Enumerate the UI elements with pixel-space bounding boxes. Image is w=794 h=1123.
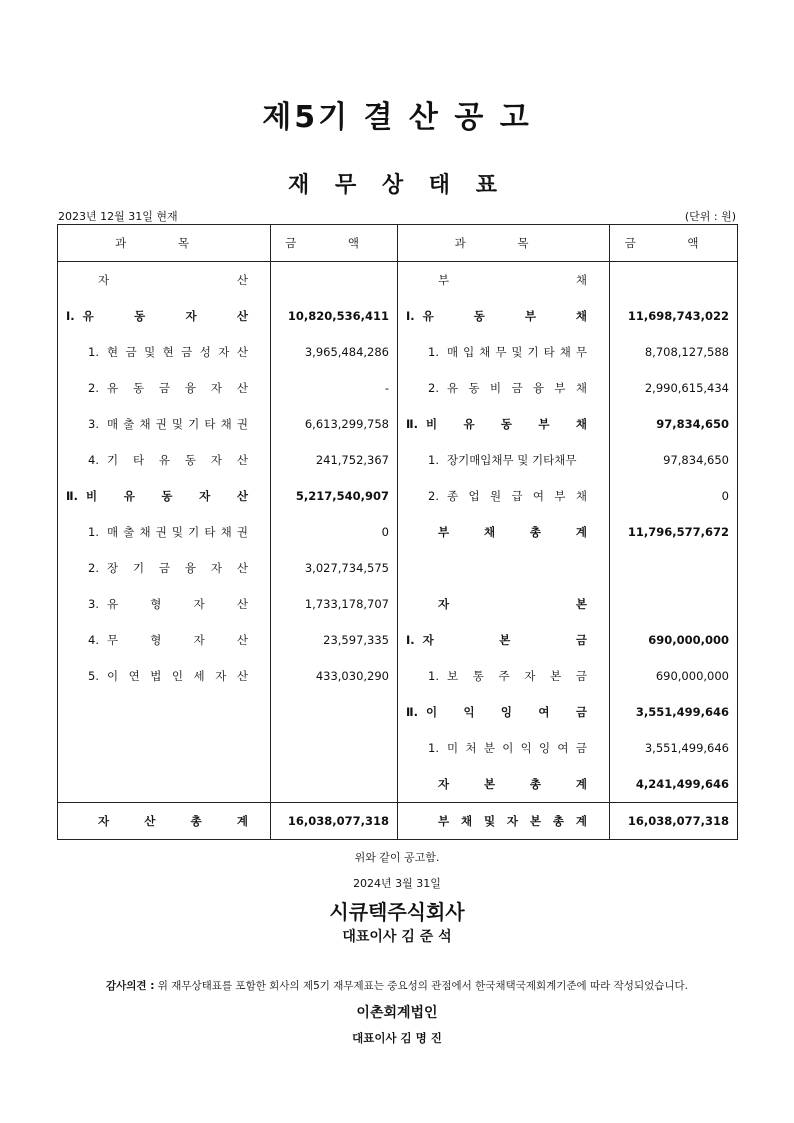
label-char: 자 [185,309,197,323]
label-char: 금 [158,381,171,395]
label-char: 금 [125,345,137,359]
label-char: 자 [422,633,434,647]
label-char: 비 [425,417,438,431]
label-char: 비 [85,489,98,503]
label-char: 형 [150,597,162,611]
label-char: 금 [181,345,193,359]
item-label [423,632,587,648]
amount-cell: 1,733,178,707 [271,586,398,622]
label-char: 무 [575,345,587,359]
item-label [438,596,587,612]
label-char: 주 [498,669,510,683]
item-label [426,704,587,720]
amount-cell: 6,613,299,758 [271,406,398,442]
label-char: 채 [460,814,473,828]
label-char: 계 [575,814,587,828]
auditor-name: 이촌회계법인 [356,1005,438,1021]
label-char: 자 [524,669,536,683]
statement-title: 재 무 상 태 표 [288,173,506,198]
item-label [438,776,587,792]
ceo-name: 대표이사 김 준 석 [342,929,452,945]
label-char: 및 [144,345,156,359]
table-row [58,334,738,370]
label-char: 채 [575,381,587,395]
amount-cell: 11,698,743,022 [610,298,738,334]
label-char: 형 [150,633,162,647]
header-cell: 금 액 [610,225,738,262]
label-char: 유 [446,381,459,395]
amount-cell [610,550,738,586]
item-label [107,596,248,612]
item-number: 1. [428,741,439,755]
item-label [438,813,587,829]
item-label [107,632,248,648]
table-row [58,406,738,442]
table-row [58,730,738,766]
label-char: 유 [422,309,434,323]
label-char: 타 [543,345,555,359]
table-row [58,766,738,803]
label-char: 처 [465,741,477,755]
item-number: 1. [88,345,99,359]
item-label [447,452,587,468]
label-char: 계 [236,814,248,828]
label-char: 타 [204,417,216,431]
label-char: 현 [106,345,119,359]
label-char: 부 [438,525,450,539]
label-char: 종 [446,489,459,503]
item-number: 1. [428,453,439,467]
label-char: 산 [144,814,156,828]
label-char: 산 [236,633,248,647]
report-date: 2023년 12월 31일 현재 [58,210,178,223]
label-char: 세 [193,669,205,683]
item-label [423,308,587,324]
table-row [58,694,738,730]
label-char: 본 [499,633,511,647]
label-char: 금 [575,633,587,647]
label-char: 총 [529,777,542,791]
amount-cell: 433,030,290 [271,658,398,694]
item-label [98,272,248,288]
label-char: 인 [171,669,184,683]
label-char: 동 [134,309,146,323]
label-char: 채 [575,489,587,503]
label-char: 자 [193,633,205,647]
label-char: 본 [529,814,541,828]
label-char: 권 [236,525,248,539]
table-row [58,370,738,406]
label-char: 장기매입채무 및 기타채무 [446,453,577,467]
item-label [107,416,248,432]
item-number: Ⅱ. [406,417,418,431]
label-char: 기 [188,417,200,431]
table-row [58,478,738,514]
label-char: 채 [139,417,151,431]
amount-cell: 97,834,650 [610,442,738,478]
label-char: 익 [463,705,475,719]
label-char: 유 [106,597,119,611]
item-label [107,452,248,468]
unit-label: (단위 : 원) [684,210,736,223]
table-row [58,298,738,334]
amount-cell: 16,038,077,318 [610,803,738,840]
notice-date: 2024년 3월 31일 [353,877,441,890]
label-char: 산 [236,309,248,323]
item-label [107,344,248,360]
label-char: 채 [220,417,232,431]
item-number: 4. [88,453,99,467]
label-char: 동 [184,453,196,467]
label-char: 권 [155,525,167,539]
amount-cell: 5,217,540,907 [271,478,398,514]
label-char: 융 [184,381,196,395]
label-char: 자 [210,561,222,575]
label-char: 자 [199,489,211,503]
label-char: 성 [199,345,211,359]
label-char: 타 [132,453,145,467]
label-char: 본 [483,777,496,791]
label-char: 산 [236,669,248,683]
item-number: 3. [88,417,99,431]
item-label [98,813,248,829]
amount-cell: 3,027,734,575 [271,550,398,586]
label-char: 부 [538,417,550,431]
label-char: 유 [123,489,135,503]
label-char: 채 [575,273,587,287]
label-char: 유 [158,453,171,467]
table-row [58,658,738,694]
amount-cell: 23,597,335 [271,622,398,658]
header-cell: 과 목 [58,225,271,262]
amount-cell: - [271,370,398,406]
table-row [58,550,738,586]
label-char: 채 [220,525,232,539]
label-char: 잉 [539,741,551,755]
label-char: 산 [236,381,248,395]
item-number: Ⅰ. [66,309,75,323]
page-title: 제5기 결 산 공 고 [262,100,532,135]
label-char: 유 [463,417,475,431]
amount-cell: 97,834,650 [610,406,738,442]
amount-cell: 10,820,536,411 [271,298,398,334]
label-char: 총 [529,525,542,539]
item-number: 2. [428,489,439,503]
label-char: 계 [575,525,587,539]
item-number: Ⅱ. [66,489,78,503]
section-row [58,262,738,299]
label-char: 융 [532,381,545,395]
label-char: 여 [538,705,550,719]
label-char: 연 [128,669,140,683]
item-number: 1. [428,669,439,683]
amount-cell: 0 [271,514,398,550]
audit-opinion [0,978,794,993]
label-char: 입 [463,345,475,359]
table-row [58,586,738,622]
label-char: 자 [98,814,110,828]
label-char: 동 [161,489,173,503]
auditor-ceo: 대표이사 김 명 진 [352,1031,442,1045]
item-number: 2. [88,381,99,395]
label-char: 총 [190,814,202,828]
label-char: 자 [210,453,222,467]
audit-label: 감사의견 : [105,980,155,992]
item-label [447,344,587,360]
label-char: 업 [468,489,480,503]
label-char: 본 [575,597,587,611]
label-char: 이 [502,741,514,755]
amount-cell: 690,000,000 [610,622,738,658]
item-label [107,560,248,576]
label-char: 자 [506,814,519,828]
label-char: 산 [236,345,248,359]
amount-cell: 3,551,499,646 [610,730,738,766]
item-label [438,524,587,540]
label-char: 산 [236,489,248,503]
label-char: 무 [106,633,119,647]
label-char: 산 [236,561,248,575]
label-char: 현 [162,345,174,359]
table-row [58,622,738,658]
label-char: 본 [550,669,562,683]
header-cell: 과 목 [398,225,610,262]
label-char: 및 [171,417,184,431]
amount-cell: 11,796,577,672 [610,514,738,550]
amount-cell: 3,551,499,646 [610,694,738,730]
label-char: 금 [575,669,587,683]
label-char: 자 [215,669,227,683]
label-char: 권 [155,417,167,431]
label-char: 채 [575,417,587,431]
item-number: 1. [88,525,99,539]
item-number: Ⅰ. [406,633,415,647]
label-char: 금 [575,705,587,719]
item-label [107,668,248,684]
amount-cell: 2,990,615,434 [610,370,738,406]
item-number: 2. [428,381,439,395]
label-char: 채 [559,345,571,359]
label-char: 타 [204,525,216,539]
label-char: 동 [500,417,513,431]
label-char: 및 [511,345,523,359]
total-row [58,803,738,840]
company-name: 시큐텍주식회사 [329,900,465,924]
label-char: 채 [575,309,587,323]
label-char: 부 [524,309,536,323]
label-char: 이 [106,669,119,683]
label-char: 여 [532,489,545,503]
label-char: 장 [106,561,119,575]
label-char: 자 [438,597,450,611]
item-label [447,740,587,756]
label-char: 계 [575,777,587,791]
label-char: 융 [184,561,196,575]
item-label [107,524,248,540]
label-char: 매 [106,525,119,539]
item-number: 2. [88,561,99,575]
item-label [426,416,587,432]
label-char: 기 [132,561,145,575]
table-header [58,225,738,262]
label-char: 여 [557,741,569,755]
label-char: 비 [489,381,502,395]
label-char: 산 [236,453,248,467]
label-char: 자 [438,777,450,791]
item-number: 1. [428,345,439,359]
amount-cell: 4,241,499,646 [610,766,738,803]
label-char: 자 [193,597,205,611]
label-char: 금 [158,561,171,575]
label-char: 보 [446,669,459,683]
balance-sheet-table [57,224,738,840]
label-char: 매 [446,345,459,359]
label-char: 미 [446,741,459,755]
label-char: 총 [552,814,564,828]
label-char: 익 [520,741,532,755]
label-char: 산 [236,273,248,287]
label-char: 동 [468,381,480,395]
label-char: 급 [511,489,523,503]
amount-cell: 690,000,000 [610,658,738,694]
label-char: 법 [150,669,162,683]
table-row [58,442,738,478]
label-char: 잉 [500,705,513,719]
item-number: Ⅱ. [406,705,418,719]
label-char: 자 [210,381,222,395]
header-cell: 금 액 [271,225,398,262]
item-label [447,488,587,504]
label-char: 및 [483,814,496,828]
item-number: 3. [88,597,99,611]
label-char: 및 [171,525,184,539]
item-number: Ⅰ. [406,309,415,323]
label-char: 출 [123,417,135,431]
label-char: 산 [236,597,248,611]
item-label [83,308,248,324]
item-label [447,668,587,684]
amount-cell: 8,708,127,588 [610,334,738,370]
label-char: 부 [554,381,566,395]
label-char: 부 [438,273,450,287]
item-label [438,272,587,288]
label-char: 동 [132,381,145,395]
label-char: 유 [106,381,119,395]
amount-cell: 16,038,077,318 [271,803,398,840]
label-char: 채 [139,525,151,539]
label-char: 출 [123,525,135,539]
label-char: 유 [82,309,94,323]
item-label [107,380,248,396]
label-char: 기 [527,345,539,359]
label-char: 부 [438,814,450,828]
amount-cell [610,586,738,622]
label-char: 통 [472,669,484,683]
label-char: 매 [106,417,119,431]
amount-cell: 241,752,367 [271,442,398,478]
label-char: 자 [218,345,230,359]
label-char: 분 [483,741,495,755]
table-row [58,514,738,550]
item-number: 4. [88,633,99,647]
label-char: 부 [554,489,566,503]
label-char: 채 [483,525,496,539]
label-char: 동 [473,309,485,323]
label-char: 채 [479,345,491,359]
amount-cell: 0 [610,478,738,514]
label-char: 이 [425,705,438,719]
notice-text: 위와 같이 공고함. [354,851,440,864]
label-char: 권 [236,417,248,431]
label-char: 금 [575,741,587,755]
item-label [86,488,248,504]
label-char: 기 [106,453,119,467]
label-char: 자 [98,273,110,287]
amount-cell: 3,965,484,286 [271,334,398,370]
label-char: 원 [489,489,502,503]
item-label [447,380,587,396]
item-number: 5. [88,669,99,683]
label-char: 무 [495,345,507,359]
label-char: 금 [511,381,523,395]
audit-text: 위 재무상태표를 포함한 회사의 제5기 재무제표는 중요성의 관점에서 한국채택국제회계기준에 따라 작성되었습니다. [154,980,689,992]
label-char: 기 [188,525,200,539]
